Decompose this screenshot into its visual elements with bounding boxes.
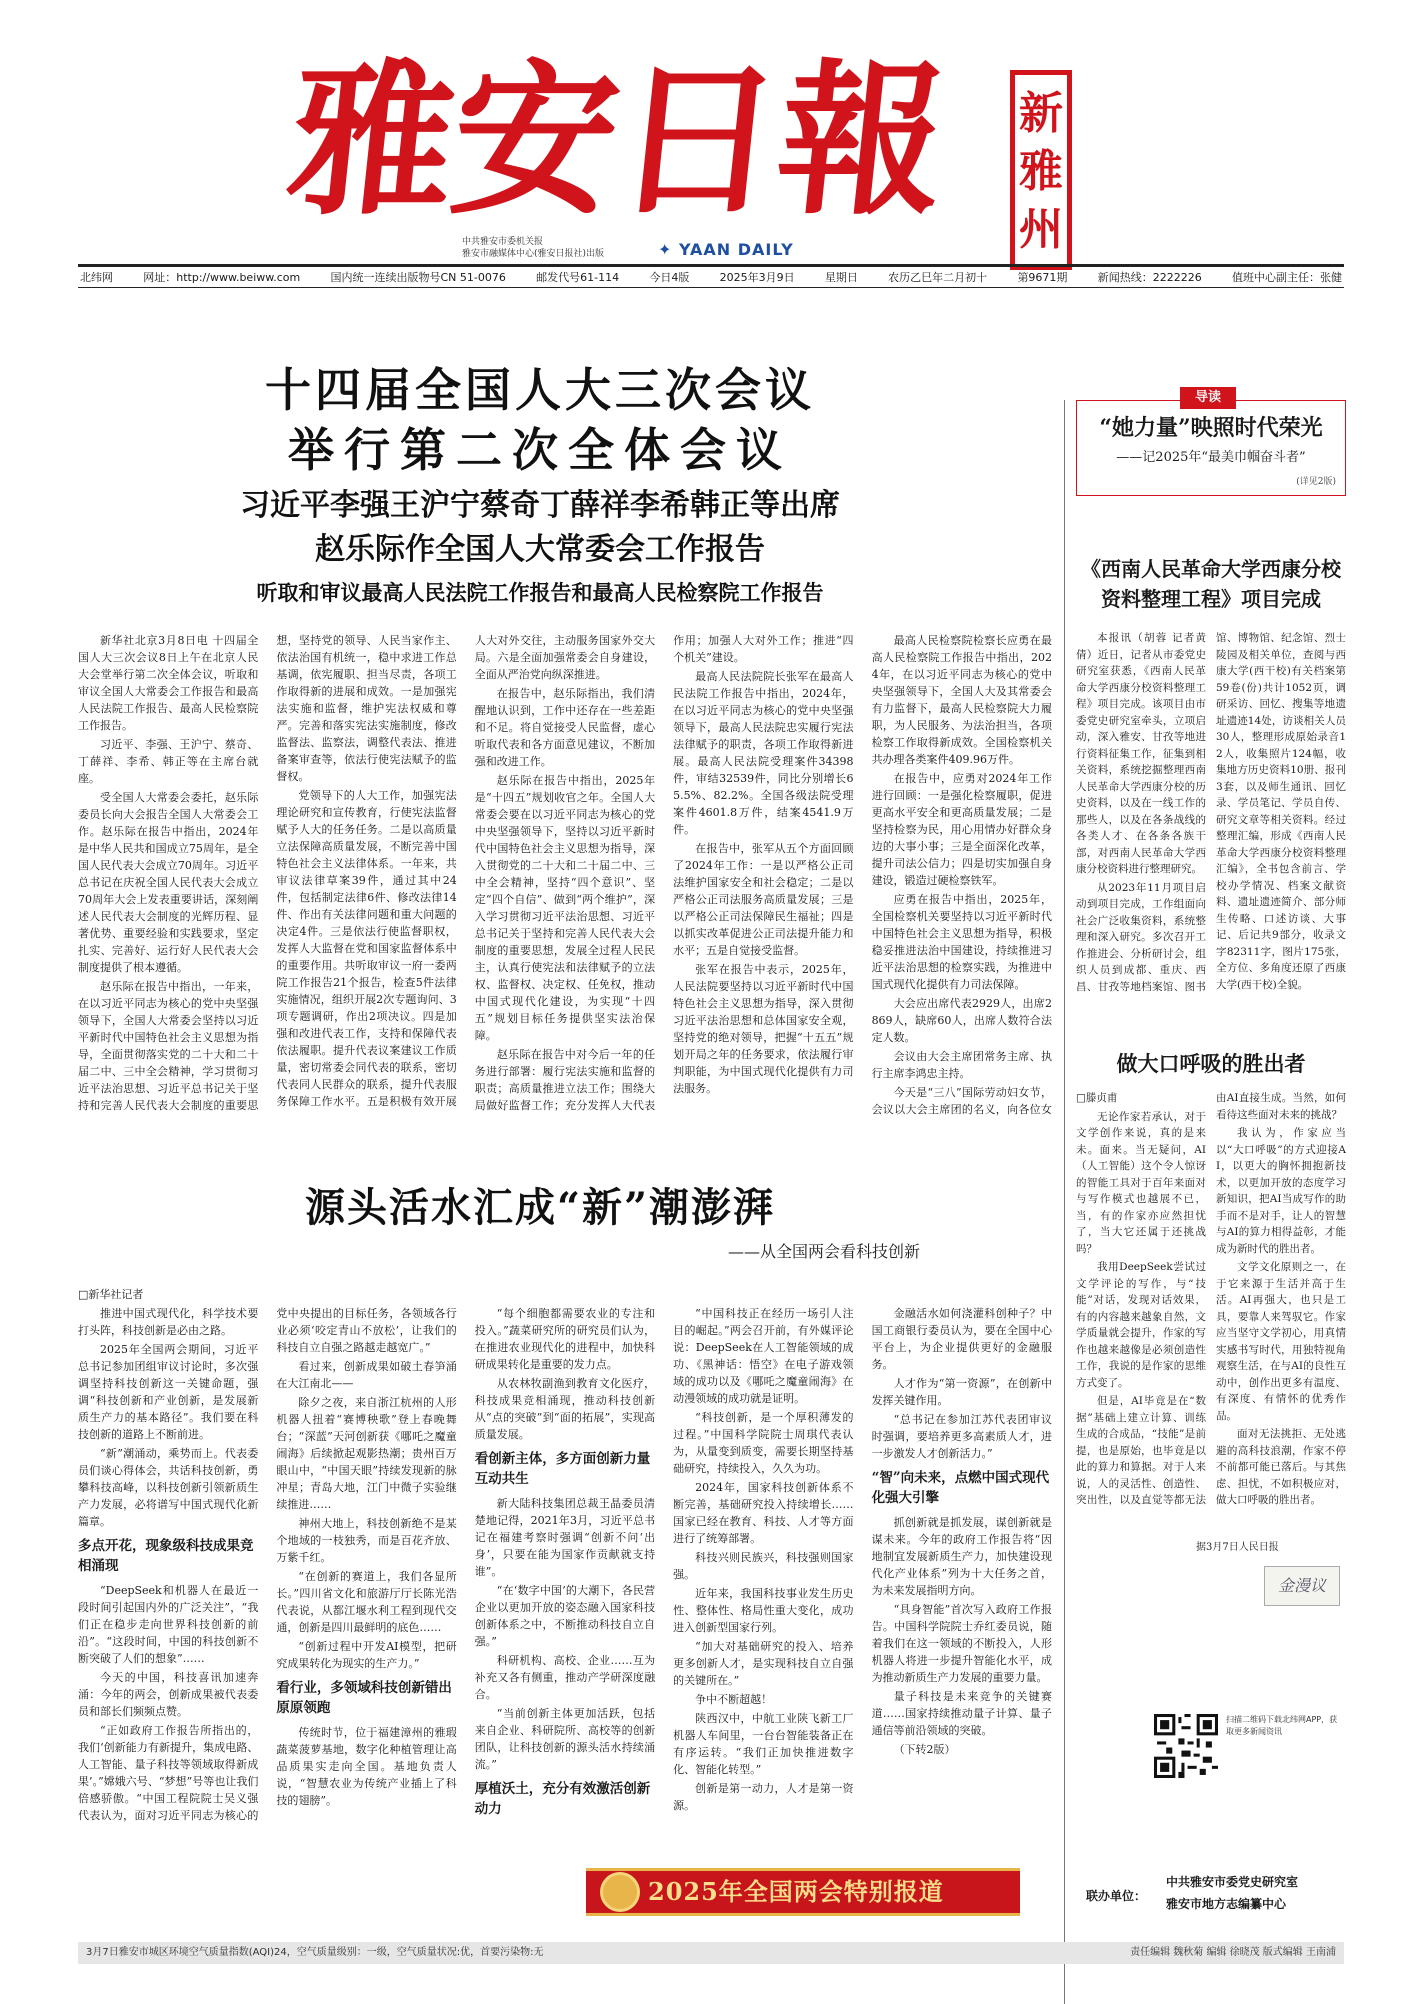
side-story-2-paragraph: 文学文化原则之一，在于它来源于生活并高于生活。AI再强大，也只是工具，要靠人来驾驭它。作家应当坚守文学初心，用真情实感书写时代，用独特视角观察生活，在与AI的良性互动中，创作出更多有温度、有深度、有情怀的优秀作品。: [1216, 1261, 1346, 1422]
story-2-paragraph: “科技创新，是一个厚积薄发的过程。”中国科学院院士周琪代表认为，从量变到质变，需要长期坚持基础研究，持续投入，久久为功。: [673, 1411, 854, 1475]
joint-unit-1: 中共雅安市委党史研究室: [1166, 1875, 1299, 1889]
story-2-paragraph: 传统时节，位于福建漳州的雅瑕蔬菜菠萝基地，数字化种植管理让高品质果实走向全国。基地负责人说，“智慧农业为传统产业插上了科技的翅膀”。: [276, 1726, 457, 1807]
banner-text: 2025年全国两会特别报道: [648, 1877, 944, 1906]
weekday: 星期日: [824, 271, 858, 284]
guide-page-ref: (详见2版): [1296, 477, 1336, 487]
side-story-2-body: [1076, 1090, 1346, 1530]
story-2-paragraph: 科研机构、高校、企业……互为补充又各有侧重，推动产学研深度融合。: [474, 1654, 656, 1701]
story-2-subhead: 看创新主体，多方面创新力量互动共生: [474, 1451, 651, 1487]
lead-paragraph: 在报告中，应勇对2024年工作进行回顾：一是强化检察履职，促进更高水平安全和更高质量发展；二是坚持检察为民，用心用情办好群众身边的大事小事；三是全面深化改革，提升司法公信力；四是切实加强自身建设，锻造过硬检察铁军。: [871, 772, 1052, 887]
page-count: 今日4版: [649, 271, 690, 284]
issue-number: 第9671期: [1017, 271, 1068, 284]
lead-headline-2: 举行第二次全体会议: [288, 423, 792, 477]
side-story-1-title-line-2: 资料整理工程》项目完成: [1101, 587, 1321, 611]
story-2-paragraph: 创新是第一动力，人才是第一资源。: [673, 1782, 854, 1812]
lead-paragraph: 赵乐际在报告中指出，一年来，在以习近平同志为核心的党中央坚强领导下，全国人大常委会坚持以习近平新时代中国特色社会主义思想为指导，全面贯彻落实党的二十大和二十届二中、三中全会精神，学习贯彻习近平法治思想、习近平总书记关于坚持和完善人民代表大会制度的重要思想，坚持党的领导、人民当家作主、依法治国有机统一，稳中求进工作总基调，依宪履职、担当尽责，各项工作取得新的进展和成效。一是加强宪法实施和监督，维护宪法权威和尊严。完善和落实宪法实施制度，修改监督法、监察法，调整代表法、推进备案审查等，依法行使宪法赋予的监督权。: [78, 634, 457, 1112]
story-2-subhead: 多点开花，现象级科技成果竞相涌现: [78, 1538, 254, 1574]
story-2-subtitle: ——从全国两会看科技创新: [727, 1242, 920, 1261]
lead-paragraph: 在报告中，张军从五个方面回顾了2024年工作：一是以严格公正司法维护国家安全和社会稳定；二是以严格公正司法服务高质量发展；三是以严格公正司法保障民生福祉；四是以抓实改革促进公正司法提升能力和水平；五是自觉接受监督。: [673, 842, 854, 957]
guide-tag: 导读: [1180, 387, 1236, 409]
story-2-paragraph: 人才作为“第一资源”，在创新中发挥关键作用。: [871, 1377, 1052, 1407]
footer-bar: [78, 1942, 1344, 1964]
lead-paragraph: 习近平、李强、王沪宁、蔡奇、丁薛祥、李希、韩正等在主席台就座。: [78, 738, 259, 785]
site-name: 北纬网: [80, 271, 113, 284]
side-story-1-body: [1076, 630, 1346, 1022]
story-2-paragraph: “新”潮涌动，乘势而上。代表委员们谈心得体会，共话科技创新，勇攀科技高峰，以科技创新引领新质生产力发展，必将谱写中国式现代化新篇章。: [78, 1447, 259, 1528]
lead-paragraph: 赵乐际在报告中指出，2025年是“十四五”规划收官之年。全国人大常委会要在以习近平同志为核心的党中央坚强领导下，坚持以习近平新时代中国特色社会主义思想为指导，深入贯彻党的二十大和二十届二中、三中全会精神，坚持“四个意识”、坚定“四个自信”、做到“两个维护”，深入学习贯彻习近平法治思想、习近平总书记关于坚持和完善人民代表大会制度的重要思想，发展全过程人民民主，认真行使宪法和法律赋予的立法权、监督权、决定权、任免权，推动中国式现代化建设，为实现“十四五”规划目标任务提供坚实法治保障。: [474, 774, 656, 1042]
story-2-paragraph: “创新过程中开发AI模型，把研究成果转化为现实的生产力。”: [276, 1640, 457, 1670]
side-story-2-paragraph: 无论作家若承认，对于文学创作来说，真的是来未。面来。当无疑问，AI（人工智能）这个令人惊讶的智能工具对于百年来面对与写作模式也越展不已，当，有的作家亦应然担忧了，当大它还属于还挑战吗？: [1076, 1110, 1206, 1255]
lead-paragraph: 大会应出席代表2929人，出席2869人，缺席60人，出席人数符合法定人数。: [871, 997, 1052, 1044]
side-story-1-title-line-1: 《西南人民革命大学西康分校: [1081, 557, 1341, 581]
story-2-paragraph: 神州大地上，科技创新绝不是某个地域的一枝独秀，而是百花齐放、万紫千红。: [276, 1517, 457, 1564]
lead-subheadline-2: 赵乐际作全国人大常委会工作报告: [315, 532, 765, 567]
story-2-paragraph: “中国科技正在经历一场引人注目的崛起。”两会召开前，有外媒评论说：DeepSeek在人工智能领域的成功、《黑神话：悟空》在电子游戏领域的成功以及《哪吒之魔童闹海》在动漫领域的成功就是证明。: [673, 1307, 854, 1405]
side-story-2-byline: □滕贞甫: [1076, 1092, 1118, 1104]
story-2-paragraph: “当前创新主体更加活跃，包括来自企业、科研院所、高校等的创新团队，让科技创新的源头活水持续涌流。”: [474, 1707, 656, 1771]
side-story-2-paragraph: 面对无法挑拒、无处逃避的高科技浪潮，作家不停不前都可能已落后。与其焦虑、担忧，不如积极应对，做大口呼吸的胜出者。: [1216, 1428, 1346, 1506]
story-2-paragraph: “在‘数字中国’的大潮下，各民营企业以更加开放的姿态融入国家科技创新体系之中，不断推动科技自立自强。”: [474, 1584, 656, 1648]
national-emblem-icon: [600, 1872, 640, 1912]
masthead-logo: 雅安日報: [279, 43, 953, 237]
side-story-2-paragraph: 我用DeepSeek尝试过文学评论的写作，与“技能”对话，发现对话效果，有的内容越来越象自然，文学质量就会提升，作家的写作也越来越像是必须创造性工作，我说的是作家的思维方式变了。: [1076, 1261, 1206, 1389]
story-2-subhead: 看行业，多领域科技创新错出原原领跑: [276, 1680, 452, 1716]
story-2-paragraph: 金融活水如何浇灌科创种子？中国工商银行委员认为，要在全国中心平台上，为企业提供更好的金融服务。: [871, 1307, 1052, 1371]
english-name-text: YAAN DAILY: [678, 240, 794, 259]
story-2-paragraph: 2024年，国家科技创新体系不断完善，基础研究投入持续增长……国家已经在教育、科技、人才等方面进行了统筹部署。: [673, 1481, 854, 1545]
masthead-seal: 新雅州: [1010, 70, 1072, 270]
hotline: 新闻热线：2222226: [1097, 271, 1202, 284]
guide-subtitle: ——记2025年“最美巾帼奋斗者”: [1116, 450, 1306, 465]
publisher-line-1: 中共雅安市委机关报: [462, 237, 544, 247]
story-2-paragraph: 推进中国式现代化，科学技术要打头阵，科技创新是必由之路。: [78, 1307, 259, 1337]
info-bar: [78, 264, 1344, 288]
lead-paragraph: 受全国人大常委会委托，赵乐际委员长向大会报告全国人大常委会工作。赵乐际在报告中指出，2024年是中华人民共和国成立75周年，是全国人民代表大会成立70周年。习近平总书记在庆祝全国人民代表大会成立70周年大会上发表重要讲话，深刻阐述人民代表大会制度的光辉历程、显著优势、重要经验和实践要求，坚定扎实、完善好、运行好人民代表大会制度提供了根本遵循。: [78, 791, 259, 974]
bird-icon: ✦: [658, 240, 673, 259]
lead-subheadline-1: 习近平李强王沪宁蔡奇丁薛祥李希韩正等出席: [240, 488, 840, 523]
side-story-2-title: 做大口呼吸的胜出者: [1116, 1051, 1306, 1076]
story-2-paragraph: 抓创新就是抓发展，谋创新就是谋未来。今年的政府工作报告将“因地制宜发展新质生产力，加快建设现代化产业体系”列为十大任务之首，为未来发展指明方向。: [871, 1516, 1052, 1597]
story-2-headline: 源头活水汇成“新”潮澎湃: [304, 1184, 775, 1231]
column-stamp: 金漫议: [1264, 1566, 1340, 1606]
story-2-paragraph: “DeepSeek和机器人在最近一段时间引起国内外的广泛关注”，“我们正在稳步走向世界科技创新的前沿”。“这段时间，中国的科技创新不断突破了人们的想象”……: [78, 1584, 259, 1665]
lead-paragraph: 最高人民法院院长张军在最高人民法院工作报告中指出，2024年，在以习近平同志为核心的党中央坚强领导下，最高人民法院忠实履行宪法法律赋予的职责，各项工作取得新进展。最高人民法院受理案件34398件，审结32539件，同比分别增长65.5%、82.2%。全国各级法院受理案件4601.8万件，结案4541.9万件。: [673, 670, 854, 836]
story-2-paragraph: 新大陆科技集团总裁王晶委员清楚地记得，2021年3月，习近平总书记在福建考察时强调“创新不问‘出身’，只要在能为国家作贡献就支持谁”。: [474, 1497, 656, 1578]
side-story-1-paragraph: 从2023年11月项目启动到项目完成，工作组面向社会广泛收集资料，系统整理和深入研究。多次召开工作推进会、分析研讨会，组织人员到成都、重庆、西昌、甘孜等地档案馆、图书馆、博物馆、纪念馆、烈士陵园及相关单位，查阅与西康大学(西干校)有关档案第59卷(份)共计1052页，调研采访、回忆、搜集等地遗址遗迹14处，访谈相关人员30人，整理形成原始录音12人，收集照片124幅，收集地方历史资料10册、报刊3套，以及师生通讯、回忆录、学员笔记、学员自传、研究文章等相关资料。经过整理汇编，形成《西南人民革命大学西康分校资料整理汇编》，全书包含前言、学校办学情况、档案文献资料、遗址遗迹简介、部分师生传略、口述访谈、大事记、后记共9部分，收录文字82311字，图片175张，全方位、多角度还原了西康大学(西干校)全貌。: [1076, 632, 1346, 993]
duty-editor: 值班中心副主任：张健: [1231, 271, 1342, 284]
guide-title[interactable]: “她力量”映照时代荣光: [1099, 415, 1323, 441]
side-story-2-paragraph: 但是，AI毕竟是在“数据”基础上建立计算、训练生成的合成品，“技能”是前提，也是原始，也毕竟是以此的算力和算据。对于人来说，人的灵活性、创造性、突出性，以及直觉等都无法由AI直接生成。当然，如何看待这些面对未来的挑战？: [1076, 1092, 1346, 1506]
qr-code-icon[interactable]: [1154, 1714, 1218, 1778]
joint-unit-2: 雅安市地方志编纂中心: [1166, 1897, 1287, 1911]
story-2-paragraph: 2025年全国两会期间，习近平总书记参加团组审议讨论时，多次强调坚持科技创新这一关键命题，强调“科技创新和产业创新，是发展新质生产力的基本路径”。我们要在科技创新的道路上不断前进。: [78, 1343, 259, 1441]
story-2-paragraph: 陕西汉中，中航工业陕飞新工厂机器人车间里，一台台智能装备正在有序运转。“我们正加快推进数字化、智能化转型。”: [673, 1712, 854, 1776]
publisher-info: [462, 236, 604, 260]
side-story-2-source: 据3月7日人民日报: [1196, 1542, 1279, 1553]
story-2-paragraph: 争中不断超越！: [695, 1693, 773, 1706]
story-2-paragraph: “具身智能”首次写入政府工作报告。中国科学院院士乔红委员说，随着我们在这一领域的不断投入，人形机器人将进一步提升智能化水平，成为推动新质生产力发展的重要力量。: [871, 1603, 1052, 1684]
story-2-paragraph: 今天的中国，科技喜讯加速奔涌：今年的两会，创新成果被代表委员和部长们频频点赞。: [78, 1671, 259, 1718]
lead-paragraph: 新华社北京3月8日电 十四届全国人大三次会议8日上午在北京人民大会堂举行第二次全体会议，听取和审议全国人大常委会工作报告和最高人民法院工作报告、最高人民检察院工作报告。: [78, 634, 259, 732]
lead-paragraph: 党领导下的人大工作，加强宪法理论研究和宣传教育，行使宪法监督赋予人大的任务任务。二是以高质量立法保障高质量发展，不断完善中国特色社会主义法律体系。一年来，共审议法律草案39件，通过其中24件，包括制定法律6件、修改法律14件、作出有关法律问题和重大问题的决定4件。三是依法行使监督职权，发挥人大监督在党和国家监督体系中的重要作用。共听取审议一府一委两院工作报告21个报告，检查5件法律实施情况，组织开展2次专题询问、3项专题调研，作出2项决议。四是加强和改进代表工作，支持和保障代表依法履职。提升代表议案建议工作质量，密切常委会同代表的联系，密切代表同人民群众的联系，提升代表服务保障工作水平。五是积极有效开展人大对外交往，主动服务国家外交大局。六是全面加强常委会自身建设，全面从严治党向纵深推进。: [276, 634, 656, 1108]
lead-paragraph: 应勇在报告中指出，2025年，全国检察机关要坚持以习近平新时代中国特色社会主义思想为指导，积极稳妥推进法治中国建设，持续推进习近平法治思想的检察实践，为推进中国式现代化提供有力司法保障。: [871, 893, 1052, 991]
story-2-byline: □新华社记者: [78, 1288, 144, 1301]
side-story-1-paragraph: 本报讯（胡蓉 记者黄倩）近日，记者从市委党史研究室获悉，《西南人民革命大学西康分校资料整理工程》项目完成。该项目由市委党史研究室牵头，立项启动，深入雅安、甘孜等地进行资料征集工作，征集到相关资料，系统挖掘整理西南人民革命大学西康分校的历史资料，以及在一线工作的那些人，以及在各条战线的各类人才、在各条各族干部，对西南人民革命大学西康分校资料进行整理研究。: [1076, 632, 1206, 875]
lead-paragraph: 在报告中，赵乐际指出，我们清醒地认识到，工作中还存在一些差距和不足。将自觉接受人民监督，虚心听取代表和各方面意见建议，不断加强和改进工作。: [474, 687, 656, 768]
site-url[interactable]: 网址：http://www.beiww.com: [143, 271, 301, 284]
lead-paragraph: 赵乐际在报告中对今后一年的任务进行部署：履行宪法实施和监督的职责；高质量推进立法工作；围绕大局做好监督工作；充分发挥人大代表作用；加强人大对外工作；推进“四个机关”建设。: [474, 634, 854, 1112]
cn-number: 国内统一连续出版物号CN 51-0076: [330, 271, 506, 284]
postal-code: 邮发代号61-114: [536, 271, 620, 284]
story-2-paragraph: “加大对基础研究的投入、培养更多创新人才，是实现科技自立自强的关键所在。”: [673, 1640, 854, 1687]
story-2-paragraph: 从农林牧副渔到教育文化医疗，科技成果竞相涌现，推动科技创新从“点的突破”到“面的拓展”，实现高质量发展。: [474, 1377, 656, 1441]
story-2-paragraph: 除夕之夜，来自浙江杭州的人形机器人扭着“赛博秧歌”登上春晚舞台；“深蓝”天河创新获《哪吒之魔童闹海》后续掀起观影热潮；贵州百万眼山中，“中国天眼”持续发现新的脉冲星；青岛大地，江门中微子实验继续推进……: [276, 1396, 457, 1511]
english-name: [658, 240, 794, 259]
lead-headline-1: 十四届全国人大三次会议: [265, 363, 815, 417]
lunar-date: 农历乙巳年二月初十: [888, 271, 988, 284]
side-story-2-paragraph: 我认为，作家应当以“大口呼吸”的方式迎接AI，以更大的胸怀拥抱新技术，以更加开放的态度学习新知识，把AI当成写作的助手而不是对手，让人的智慧与AI的算力相得益彰，才能成为新时代的胜出者。: [1216, 1127, 1346, 1255]
joint-label: 联办单位：: [1086, 1889, 1147, 1903]
story-2-paragraph: “在创新的赛道上，我们各显所长。”四川省文化和旅游厅厅长陈光浩代表说，从都江堰水利工程到现代交通，创新是四川最鲜明的底色……: [276, 1570, 457, 1634]
lead-paragraph: 会议由大会主席团常务主席、执行主席李鸿忠主持。: [871, 1050, 1052, 1080]
issue-date: 2025年3月9日: [719, 271, 795, 284]
story-2-body: [78, 1305, 1052, 1860]
qr-caption: 扫描二维码下载北纬网APP，获取更多新闻资讯: [1226, 1715, 1338, 1736]
story-2-paragraph: 量子科技是未来竞争的关键赛道……国家持续推动量子计算、量子通信等前沿领域的突破。: [871, 1690, 1052, 1737]
story-2-paragraph: “正如政府工作报告所指出的，我们‘创新能力有新提升，集成电路、人工智能、量子科技等领域取得新成果’。”嫦娥六号、“梦想”号等也让我们倍感骄傲。“中国工程院院士吴义强代表认为，面对习近平同志为核心的党中央提出的目标任务，各领域各行业必须‘咬定青山不放松’，让我们的科技自立自强之路越走越宽广。”: [78, 1307, 457, 1822]
story-2-paragraph: 近年来，我国科技事业发生历史性、整体性、格局性重大变化，成功进入创新型国家行列。: [673, 1587, 854, 1634]
lead-deck: 听取和审议最高人民法院工作报告和最高人民检察院工作报告: [256, 580, 824, 605]
story-2-paragraph: “总书记在参加江苏代表团审议时强调，要培养更多高素质人才，进一步激发人才创新活力。”: [871, 1413, 1052, 1460]
story-2-paragraph: 看过来，创新成果如破土春笋涌在大江南北——: [276, 1360, 457, 1390]
story-2-paragraph: （下转2版）: [893, 1743, 956, 1756]
lead-article-body: [78, 632, 1052, 1124]
story-2-subhead: “智”向未来，点燃中国式现代化强大引擎: [871, 1470, 1050, 1506]
lead-paragraph: 张军在报告中表示，2025年，人民法院要坚持以习近平新时代中国特色社会主义思想为指导，深入贯彻习近平法治思想和总体国家安全观，坚持党的绝对领导，把握“十五五”规划开局之年的任务要求，依法履行审判职能，为中国式现代化提供有力司法服务。: [673, 963, 854, 1095]
editor-credits: 责任编辑 魏秋菊 编辑 徐晓茂 版式编辑 王南浦: [1130, 1947, 1336, 1958]
lead-paragraph: 最高人民检察院检察长应勇在最高人民检察院工作报告中指出，2024年，在以习近平同志为核心的党中央坚强领导下，全国人大及其常委会有力监督下，最高人民检察院大力履职，为人民服务、为法治担当，各项检察工作取得新成效。全国检察机关共办理各类案件409.96万件。: [871, 634, 1052, 766]
publisher-line-2: 雅安市融媒体中心(雅安日报社)出版: [462, 249, 605, 259]
column-divider: [1064, 400, 1065, 2004]
story-2-subhead: 厚植沃土，充分有效激活创新动力: [474, 1781, 651, 1817]
lead-paragraph: 今天是“三八”国际劳动妇女节，会议以大会主席团的名义，向各位女: [871, 1086, 1052, 1116]
air-quality: 3月7日雅安市城区环境空气质量指数(AQI)24，空气质量级别：一级，空气质量状况:优，首要污染物:无: [86, 1947, 544, 1958]
story-2-paragraph: “每个细胞都需要农业的专注和投入。”蔬菜研究所的研究员们认为，在推进农业现代化的进程中，加快科研成果转化是重要的发力点。: [474, 1307, 656, 1371]
story-2-paragraph: 科技兴则民族兴，科技强则国家强。: [673, 1551, 854, 1581]
